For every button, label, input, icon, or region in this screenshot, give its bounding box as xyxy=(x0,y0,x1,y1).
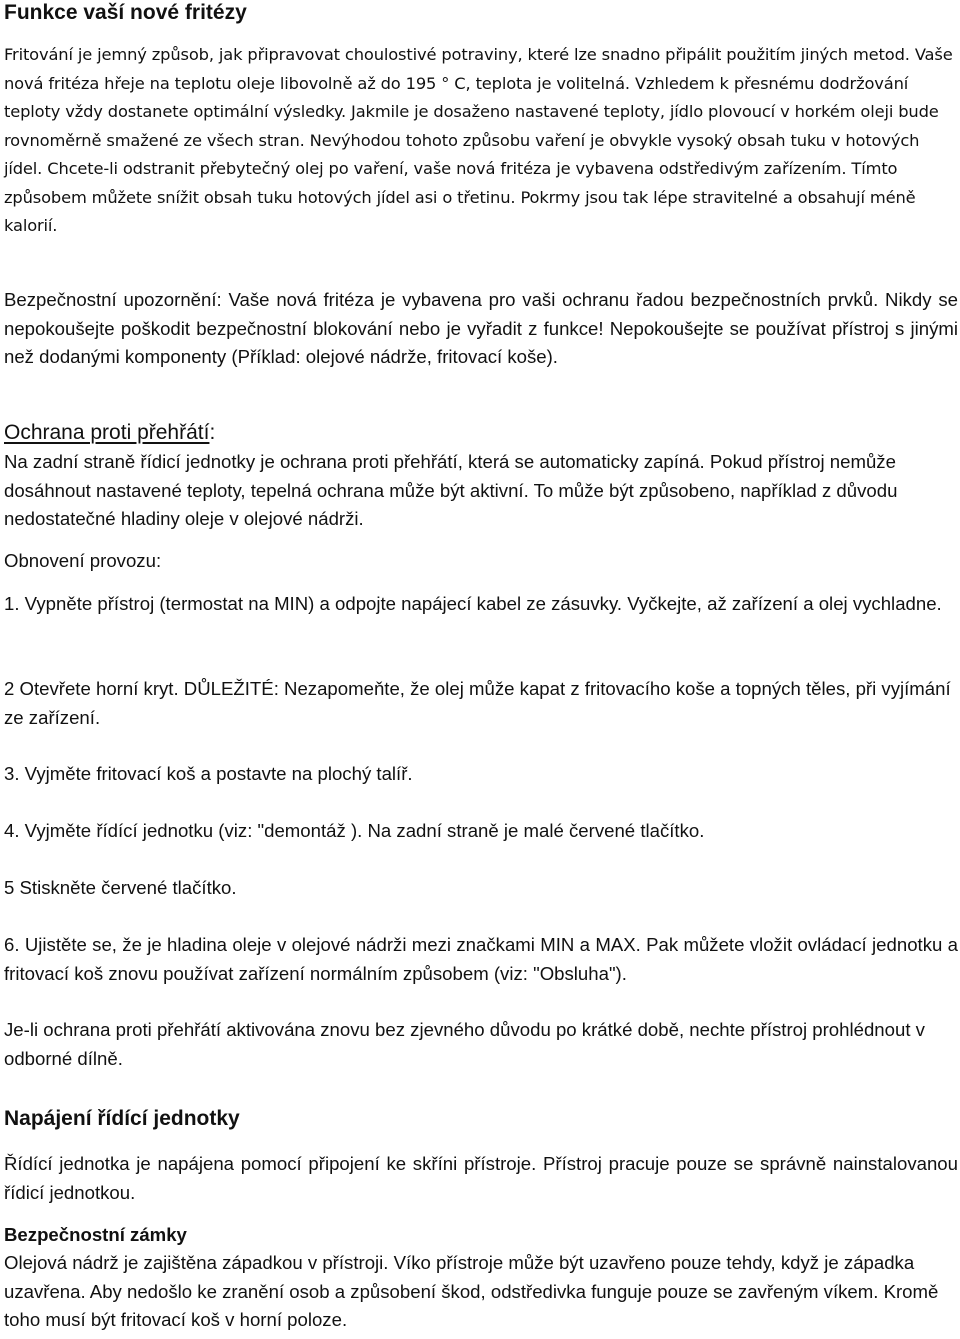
intro-paragraph: Fritování je jemný způsob, jak připravovat choulostivé potraviny, které lze snadno připálit použitím jiných metod. Vaše nová fritéza hřeje na teplotu oleje libovolně až do 195 ° C, teplota je volitelná. Vzhledem k přesnému dodržování teploty vždy dostanete optimální výsledky. Jakmile je dosaženo nastavené teploty, jídlo plovoucí v horkém oleji bude rovnoměrně smažené ze všech stran. Nevýhodou tohoto způsobu vaření je obvykle vysoký obsah tuku v hotových jídel. Chcete-li odstranit přebytečný olej po vaření, vaše nová fritéza je vybavena odstředivým zařízením. Tímto způsobem můžete snížit obsah tuku hotových jídel asi o třetinu. Pokrmy jsou tak lépe stravitelné a obsahují méně kalorií. xyxy=(4,45,953,235)
page-title: Funkce vaší nové fritézy xyxy=(4,1,247,24)
locks-heading: Bezpečnostní zámky xyxy=(4,1224,187,1245)
step-1: 1. Vypněte přístroj (termostat na MIN) a odpojte napájecí kabel ze zásuvky. Vyčkejte, až zařízení a olej vychladne. xyxy=(4,593,942,614)
overheat-heading-colon: : xyxy=(209,421,216,444)
overheat-heading-text: Ochrana proti přehřátí xyxy=(4,421,210,444)
step-4: 4. Vyjměte řídící jednotku (viz: "demontáž ). Na zadní straně je malé červené tlačítko. xyxy=(4,820,705,841)
step-5: 5 Stiskněte červené tlačítko. xyxy=(4,877,237,898)
overheat-heading xyxy=(4,420,958,446)
overheat-paragraph: Na zadní straně řídicí jednotky je ochrana proti přehřátí, která se automaticky zapíná. Pokud přístroj nemůže dosáhnout nastavené teploty, tepelná ochrana může být aktivní. To může být způsobeno, například z důvodu nedostatečné hladiny oleje v olejové nádrži. xyxy=(4,451,898,529)
step-2: 2 Otevřete horní kryt. DŮLEŽITÉ: Nezapomeňte, že olej může kapat z fritovacího koše a topných těles, při vyjímání ze zařízení. xyxy=(4,678,951,728)
power-heading: Napájení řídící jednotky xyxy=(4,1107,240,1130)
safety-paragraph: Bezpečnostní upozornění: Vaše nová fritéza je vybavena pro vaši ochranu řadou bezpečnostních prvků. Nikdy se nepokoušejte poškodit bezpečnostní blokování nebo je vyřadit z funkce! Nepokoušejte se používat přístroj s jinými než dodanými komponenty (Příklad: olejové nádrže, fritovací koše). xyxy=(4,289,958,367)
step-6: 6. Ujistěte se, že je hladina oleje v olejové nádrži mezi značkami MIN a MAX. Pak můžete vložit ovládací jednotku a fritovací koš znovu používat zařízení normálním způsobem (viz: "Obsluha"). xyxy=(4,934,958,984)
overheat-closing: Je-li ochrana proti přehřátí aktivována znovu bez zjevného důvodu po krátké době, nechte přístroj prohlédnout v odborné dílně. xyxy=(4,1019,925,1069)
step-3: 3. Vyjměte fritovací koš a postavte na plochý talíř. xyxy=(4,763,413,784)
locks-paragraph: Olejová nádrž je zajištěna západkou v přístroji. Víko přístroje může být uzavřeno pouze tehdy, když je západka uzavřena. Aby nedošlo ke zranění osob a způsobení škod, odstředivka funguje pouze se zavřeným víkem. Kromě toho musí být fritovací koš v horní poloze. xyxy=(4,1252,939,1330)
power-paragraph: Řídící jednotka je napájena pomocí připojení ke skříni přístroje. Přístroj pracuje pouze se správně nainstalovanou řídicí jednotkou. xyxy=(4,1153,958,1203)
restore-label: Obnovení provozu: xyxy=(4,550,162,571)
